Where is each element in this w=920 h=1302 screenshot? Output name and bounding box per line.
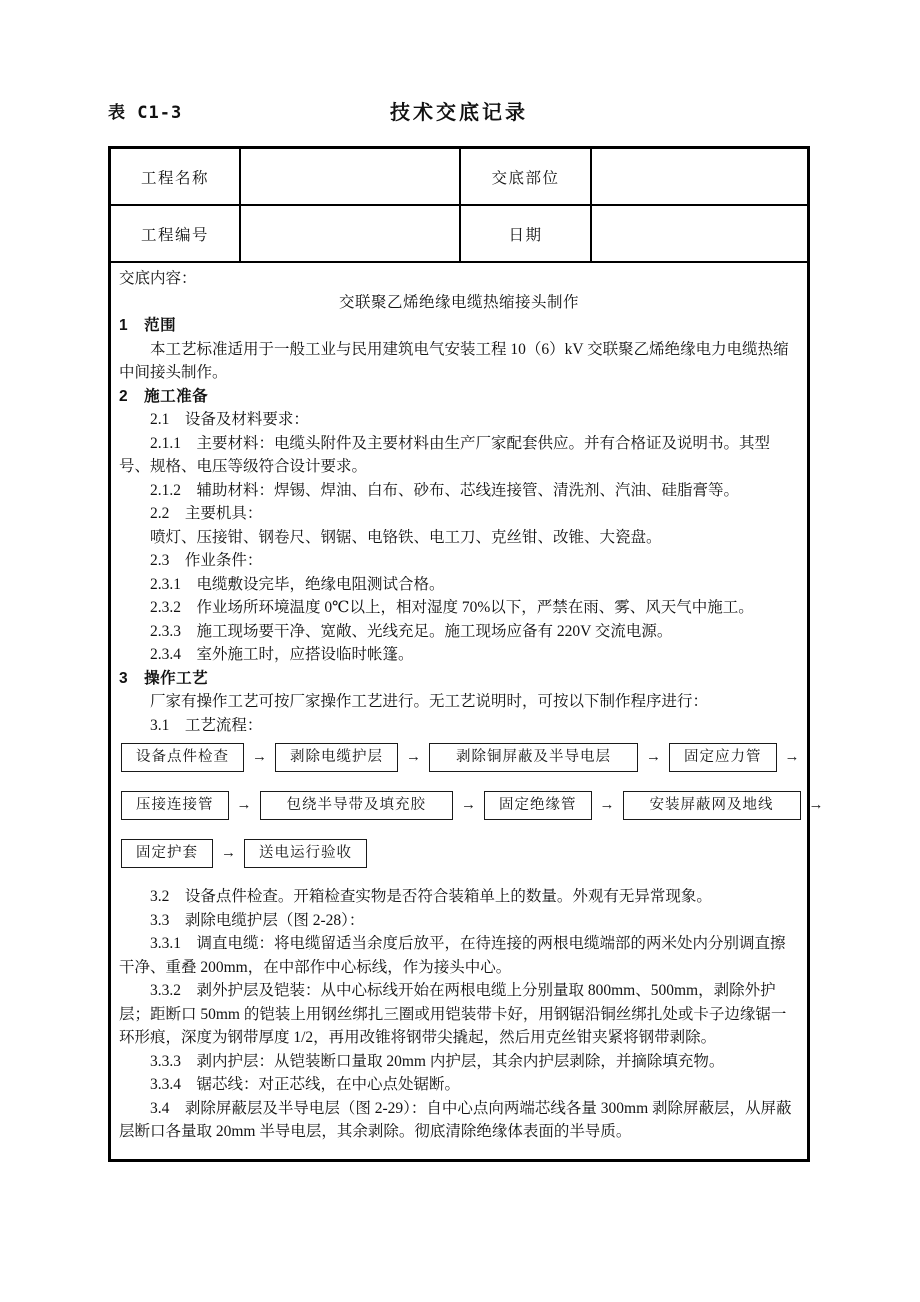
project-name-label: 工程名称	[111, 149, 241, 206]
paragraph: 厂家有操作工艺可按厂家操作工艺进行。无工艺说明时，可按以下制作程序进行：	[150, 693, 709, 710]
flow-step: 固定绝缘管	[484, 791, 592, 820]
arrow-right-icon: →	[461, 796, 476, 813]
paragraph: 喷灯、压接钳、钢卷尺、钢锯、电铬铁、电工刀、克丝钳、改锥、大瓷盘。	[150, 528, 662, 546]
date-value[interactable]	[592, 206, 807, 263]
paragraph: 2.1.2 辅助材料：焊锡、焊油、白布、砂布、芯线连接管、清洗剂、汽油、硅脂膏等。	[150, 481, 740, 499]
paragraph: 3.3.4 锯芯线：对正芯线，在中心点处锯断。	[150, 1076, 461, 1093]
arrow-right-icon: →	[406, 748, 421, 765]
paragraph: 3.1 工艺流程：	[150, 716, 263, 734]
paragraph: 3.3 剥除电缆护层（图 2-28）：	[150, 911, 365, 929]
arrow-right-icon: →	[784, 748, 800, 765]
header-table	[111, 149, 807, 263]
project-number-value[interactable]	[241, 206, 461, 263]
flowchart-row-1	[121, 743, 799, 772]
paragraph: 3.3.3 剥内护层：从铠装断口量取 20mm 内护层，其余内护层剥除，并摘除填充物。	[150, 1052, 725, 1070]
disclosure-content	[111, 263, 824, 1159]
flow-step: 安装屏蔽网及地线	[623, 791, 801, 820]
flow-step: 固定应力管	[669, 743, 777, 772]
flow-step: 设备点件检查	[121, 743, 244, 772]
project-number-label: 工程编号	[111, 206, 241, 263]
paragraph: 2.3 作业条件：	[150, 552, 263, 569]
flow-step: 包绕半导带及填充胶	[260, 791, 454, 820]
arrow-right-icon: →	[221, 844, 236, 861]
paragraph: 2.3.4 室外施工时，应搭设临时帐篷。	[150, 646, 414, 663]
document-title: 交联聚乙烯绝缘电缆热缩接头制作	[338, 293, 579, 311]
paragraph: 3.3.2 剥外护层及铠装：从中心标线开始在两根电缆上分别量取 800mm、500mm，剥除外护层；距断口 50mm 的铠装上用钢丝绑扎三圈或用铠装带卡好，用钢锯沿铜丝绑扎处或卡子边缘锯一环形痕，深度为钢带厚度 1/2，再用改锥将钢带尖撬起，然后用克丝钳夹紧将钢带剥除。	[119, 982, 787, 1046]
section-heading-procedure: 3 操作工艺	[119, 669, 209, 687]
section-heading-scope: 1 范围	[119, 317, 177, 334]
section-heading-preparation: 2 施工准备	[119, 387, 209, 405]
flow-step: 压接连接管	[121, 791, 229, 820]
arrow-right-icon: →	[808, 796, 824, 813]
title-bar	[108, 96, 810, 124]
project-name-value[interactable]	[241, 149, 461, 206]
disclosure-location-label: 交底部位	[461, 149, 592, 206]
paragraph: 2.1 设备及材料要求：	[150, 411, 309, 428]
flow-step: 固定护套	[121, 839, 213, 868]
paragraph: 3.2 设备点件检查。开箱检查实物是否符合装箱单上的数量。外观有无异常现象。	[150, 888, 712, 905]
arrow-right-icon: →	[252, 748, 267, 765]
paragraph: 2.2 主要机具：	[150, 505, 263, 522]
paragraph: 本工艺标准适用于一般工业与民用建筑电气安装工程 10（6）kV 交联聚乙烯绝缘电力电缆热缩中间接头制作。	[119, 340, 789, 381]
form-number-label: 表 C1-3	[108, 103, 183, 123]
arrow-right-icon: →	[646, 748, 661, 765]
paragraph: 2.3.1 电缆敷设完毕，绝缘电阻测试合格。	[150, 575, 445, 593]
flow-step: 剥除铜屏蔽及半导电层	[429, 743, 638, 772]
arrow-right-icon: →	[599, 796, 615, 813]
flow-step: 送电运行验收	[244, 839, 367, 868]
flowchart-row-3	[121, 839, 799, 868]
page-title: 技术交底记录	[390, 102, 528, 124]
disclosure-content-label: 交底内容：	[119, 270, 197, 287]
disclosure-location-value[interactable]	[592, 149, 807, 206]
paragraph: 2.1.1 主要材料：电缆头附件及主要材料由生产厂家配套供应。并有合格证及说明书。其型号、规格、电压等级符合设计要求。	[119, 434, 771, 475]
flowchart-row-2	[121, 791, 824, 820]
flow-step: 剥除电缆护层	[275, 743, 398, 772]
paragraph: 3.4 剥除屏蔽层及半导电层（图 2-29）：自中心点向两端芯线各量 300mm 剥除屏蔽层，从屏蔽层断口各量取 20mm 半导电层，其余剥除。彻底清除绝缘体表面的半导质。	[119, 1099, 792, 1140]
record-form	[108, 146, 824, 1162]
paragraph: 2.3.3 施工现场要干净、宽敞、光线充足。施工现场应备有 220V 交流电源。	[150, 622, 673, 640]
arrow-right-icon: →	[236, 796, 252, 813]
date-label: 日期	[461, 206, 592, 263]
paragraph: 3.3.1 调直电缆：将电缆留适当余度后放平，在待连接的两根电缆端部的两米处内分别调直擦干净、重叠 200mm，在中部作中心标线，作为接头中心。	[119, 935, 786, 976]
paragraph: 2.3.2 作业场所环境温度 0℃以上，相对湿度 70%以下，严禁在雨、雾、风天气中施工。	[150, 599, 754, 616]
